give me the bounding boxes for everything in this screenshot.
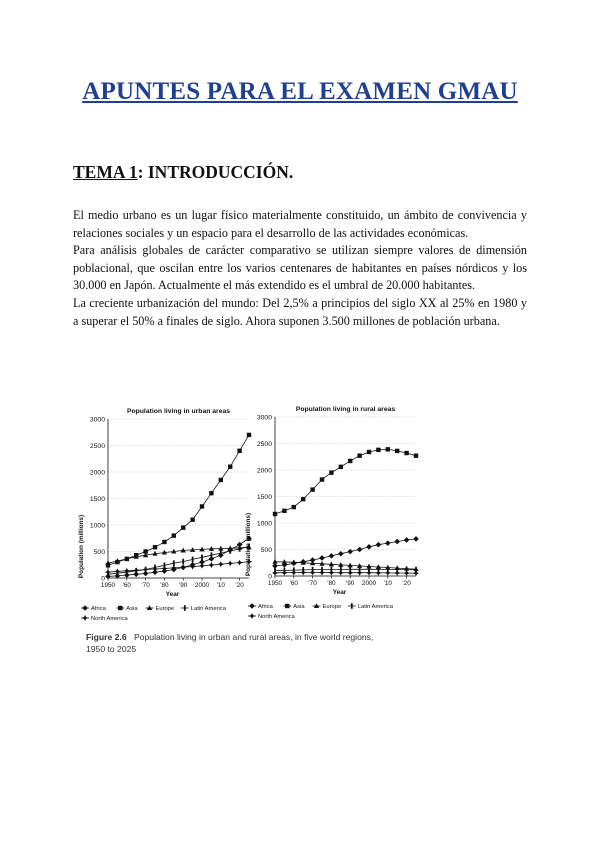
data-point-asia	[301, 497, 305, 501]
data-point-asia	[395, 449, 399, 453]
data-point-north-america	[300, 570, 306, 576]
data-point-africa	[180, 565, 186, 571]
data-point-asia	[329, 470, 333, 474]
y-tick-label: 1000	[256, 520, 272, 528]
section-title: : INTRODUCCIÓN.	[137, 162, 294, 182]
x-tick-label: '90	[346, 580, 355, 587]
legend-marker-latin-america	[351, 603, 353, 609]
legend-marker-europe	[147, 605, 152, 610]
y-tick-label: 3000	[256, 414, 272, 422]
data-point-north-america	[227, 560, 233, 566]
y-tick-label: 500	[260, 546, 272, 554]
figure-caption-label: Figure 2.6	[86, 632, 127, 642]
urban-population-chart	[78, 408, 252, 622]
chart-title: Population living in urban areas	[126, 408, 231, 415]
y-tick-label: 3000	[89, 416, 105, 424]
data-point-north-america	[357, 570, 363, 576]
data-point-asia	[273, 512, 277, 516]
data-point-asia	[247, 433, 251, 437]
y-tick-label: 1500	[89, 495, 105, 503]
paragraph-1: El medio urbano es un lugar físico materialmente constituido, un ámbito de convivencia y relaciones sociales y un espacio para el desarrollo de las actividades económicas.	[73, 208, 527, 240]
x-tick-label: 2000	[361, 580, 377, 587]
legend-label-north-america: North America	[91, 616, 128, 623]
document-title: APUNTES PARA EL EXAMEN GMAU	[82, 78, 518, 105]
paragraph-2: Para análisis globales de carácter comparativo se utilizan siempre valores de dimensión poblacional, que oscilan entre los varios centenares de habitantes en países nórdicos y los 30.000 en Japón. Actualmente el más extendido es el umbral de 20.000 habitantes.	[73, 243, 527, 293]
data-point-africa	[272, 563, 278, 569]
data-point-asia	[190, 518, 194, 522]
data-point-north-america	[218, 561, 224, 567]
rural-population-chart	[245, 406, 419, 620]
y-tick-label: 2000	[256, 467, 272, 475]
body-text	[73, 207, 527, 330]
legend-label-latin-america: Latin America	[357, 604, 393, 611]
data-point-north-america	[347, 570, 353, 576]
legend-label-africa: Africa	[258, 604, 273, 611]
data-point-africa	[366, 544, 372, 550]
figure	[72, 400, 532, 665]
data-point-asia	[376, 448, 380, 452]
data-point-asia	[153, 545, 157, 549]
data-point-africa	[338, 551, 344, 557]
x-tick-label: '60	[289, 580, 298, 587]
data-point-africa	[143, 571, 149, 577]
data-point-latin-america	[192, 557, 194, 563]
data-point-africa	[124, 572, 130, 578]
data-point-asia	[228, 465, 232, 469]
data-point-asia	[282, 509, 286, 513]
data-point-north-america	[310, 570, 316, 576]
data-point-africa	[199, 559, 205, 565]
data-point-north-america	[366, 570, 372, 576]
x-tick-label: '20	[235, 582, 244, 589]
data-point-africa	[404, 537, 410, 543]
y-axis-label: Population (millions)	[78, 514, 85, 579]
y-tick-label: 500	[93, 548, 105, 556]
data-point-asia	[357, 453, 361, 457]
data-point-africa	[376, 542, 382, 548]
legend-label-north-america: North America	[258, 614, 295, 621]
data-point-africa	[413, 536, 419, 542]
figure-charts	[72, 400, 532, 660]
section-heading	[73, 162, 293, 183]
x-tick-label: '80	[160, 582, 169, 589]
x-tick-label: '70	[141, 582, 150, 589]
data-point-asia	[292, 505, 296, 509]
data-point-asia	[348, 459, 352, 463]
x-axis-label: Year	[332, 589, 347, 596]
y-tick-label: 1500	[256, 493, 272, 501]
x-tick-label: '90	[179, 582, 188, 589]
data-point-africa	[152, 569, 158, 575]
data-point-asia	[200, 504, 204, 508]
y-axis-label: Population (millions)	[245, 512, 252, 577]
legend-marker-asia	[285, 604, 289, 608]
legend-marker-asia	[118, 606, 122, 610]
x-tick-label: '60	[122, 582, 131, 589]
y-tick-label: 0	[101, 575, 105, 583]
data-point-asia	[237, 449, 241, 453]
legend-marker-africa	[249, 603, 255, 609]
data-point-africa	[394, 539, 400, 545]
data-point-latin-america	[201, 555, 203, 561]
x-tick-label: 1950	[267, 580, 283, 587]
series-line-asia	[275, 449, 416, 514]
x-tick-label: '10	[216, 582, 225, 589]
data-point-africa	[209, 556, 215, 562]
legend-label-latin-america: Latin America	[190, 606, 226, 613]
legend-label-asia: Asia	[293, 604, 305, 611]
data-point-africa	[357, 547, 363, 553]
data-point-africa	[162, 568, 168, 574]
data-point-asia	[181, 525, 185, 529]
paragraph-3: La creciente urbanización del mundo: Del 2,5% a principios del siglo XX al 25% en 1980 y a superar el 50% a finales de siglo. Ahora suponen 3.500 millones de población urbana.	[73, 295, 527, 328]
data-point-europe	[272, 559, 277, 564]
data-point-africa	[237, 542, 243, 548]
data-point-north-america	[413, 570, 419, 576]
data-point-north-america	[319, 570, 325, 576]
x-tick-label: 2000	[194, 582, 210, 589]
figure-caption-text-2: 1950 to 2025	[86, 644, 137, 654]
figure-caption-text: Population living in urban and rural areas, in five world regions,	[134, 632, 374, 642]
y-tick-label: 2500	[89, 442, 105, 450]
legend-label-europe: Europe	[155, 606, 175, 613]
x-axis-label: Year	[165, 591, 180, 598]
data-point-asia	[339, 465, 343, 469]
data-point-africa	[385, 540, 391, 546]
data-point-north-america	[328, 570, 334, 576]
y-tick-label: 2500	[256, 440, 272, 448]
data-point-asia	[386, 447, 390, 451]
data-point-north-america	[375, 570, 381, 576]
x-tick-label: 1950	[100, 582, 116, 589]
x-tick-label: '80	[327, 580, 336, 587]
data-point-asia	[209, 491, 213, 495]
legend-marker-europe	[314, 603, 319, 608]
data-point-asia	[219, 478, 223, 482]
data-point-asia	[162, 540, 166, 544]
data-point-north-america	[404, 570, 410, 576]
section-number: TEMA 1	[73, 162, 138, 182]
legend-label-africa: Africa	[91, 606, 106, 613]
data-point-north-america	[208, 562, 214, 568]
data-point-africa	[133, 571, 139, 577]
x-tick-label: '20	[402, 580, 411, 587]
x-tick-label: '70	[308, 580, 317, 587]
data-point-asia	[404, 451, 408, 455]
data-point-africa	[319, 555, 325, 561]
series-line-asia	[108, 435, 249, 565]
data-point-north-america	[394, 570, 400, 576]
legend-marker-north-america	[82, 615, 88, 621]
legend-label-europe: Europe	[322, 604, 342, 611]
legend-marker-africa	[82, 605, 88, 611]
data-point-asia	[320, 477, 324, 481]
legend-label-asia: Asia	[126, 606, 138, 613]
data-point-asia	[310, 487, 314, 491]
data-point-north-america	[385, 570, 391, 576]
data-point-asia	[414, 453, 418, 457]
legend-marker-north-america	[249, 613, 255, 619]
data-point-north-america	[237, 560, 243, 566]
data-point-africa	[329, 553, 335, 559]
y-tick-label: 0	[268, 573, 272, 581]
data-point-asia	[367, 450, 371, 454]
x-tick-label: '10	[383, 580, 392, 587]
legend-marker-latin-america	[184, 605, 186, 611]
data-point-north-america	[338, 570, 344, 576]
series-line-africa	[275, 539, 416, 566]
data-point-latin-america	[182, 559, 184, 565]
y-tick-label: 1000	[89, 522, 105, 530]
y-tick-label: 2000	[89, 469, 105, 477]
data-point-asia	[172, 533, 176, 537]
chart-title: Population living in rural areas	[295, 406, 396, 413]
